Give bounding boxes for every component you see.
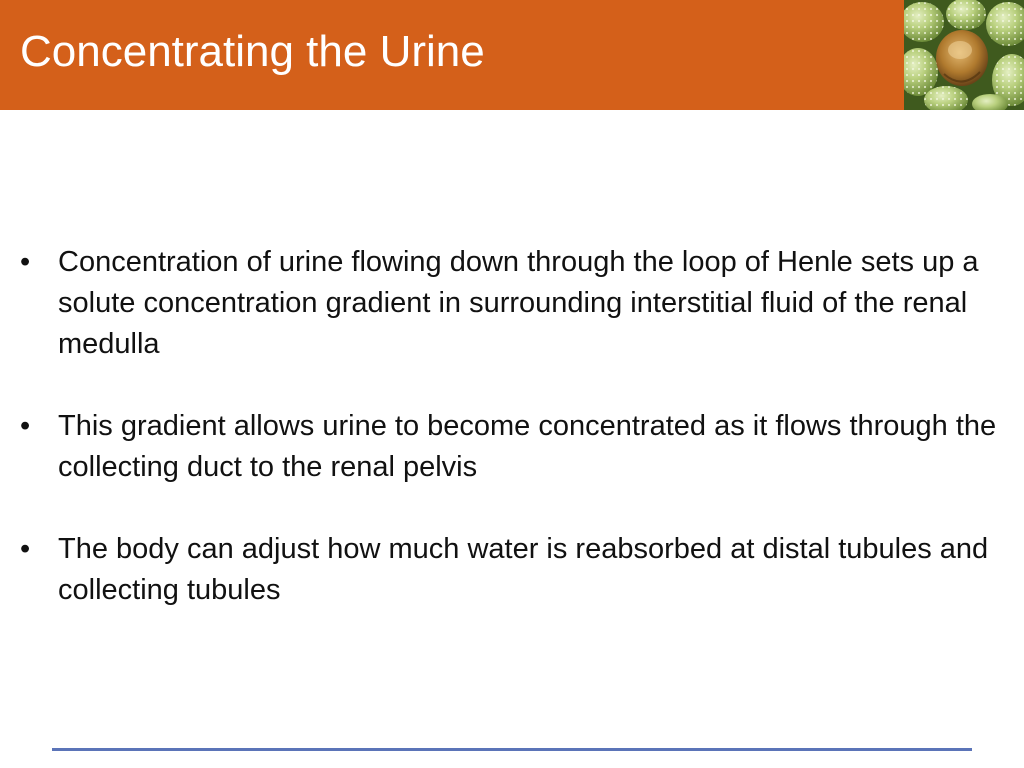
bullet-item <box>20 529 1010 611</box>
slide-title: Concentrating the Urine <box>20 27 485 76</box>
bullet-text: This gradient allows urine to become concentrated as it flows through the collecting duct to the renal pelvis <box>58 410 997 483</box>
footer-divider <box>52 748 972 751</box>
title-bar <box>0 0 904 110</box>
bullet-marker: • <box>20 246 31 278</box>
bullet-text: Concentration of urine flowing down through the loop of Henle sets up a solute concentration gradient in surrounding interstitial fluid of the renal medulla <box>58 246 979 360</box>
bullet-item <box>20 242 1010 365</box>
bullet-list <box>20 242 1010 652</box>
bullet-item <box>20 406 1010 488</box>
bullet-marker: • <box>20 533 31 565</box>
bullet-text: The body can adjust how much water is reabsorbed at distal tubules and collecting tubules <box>58 533 989 606</box>
header-succulent-image <box>904 0 1024 110</box>
bullet-marker: • <box>20 410 31 442</box>
